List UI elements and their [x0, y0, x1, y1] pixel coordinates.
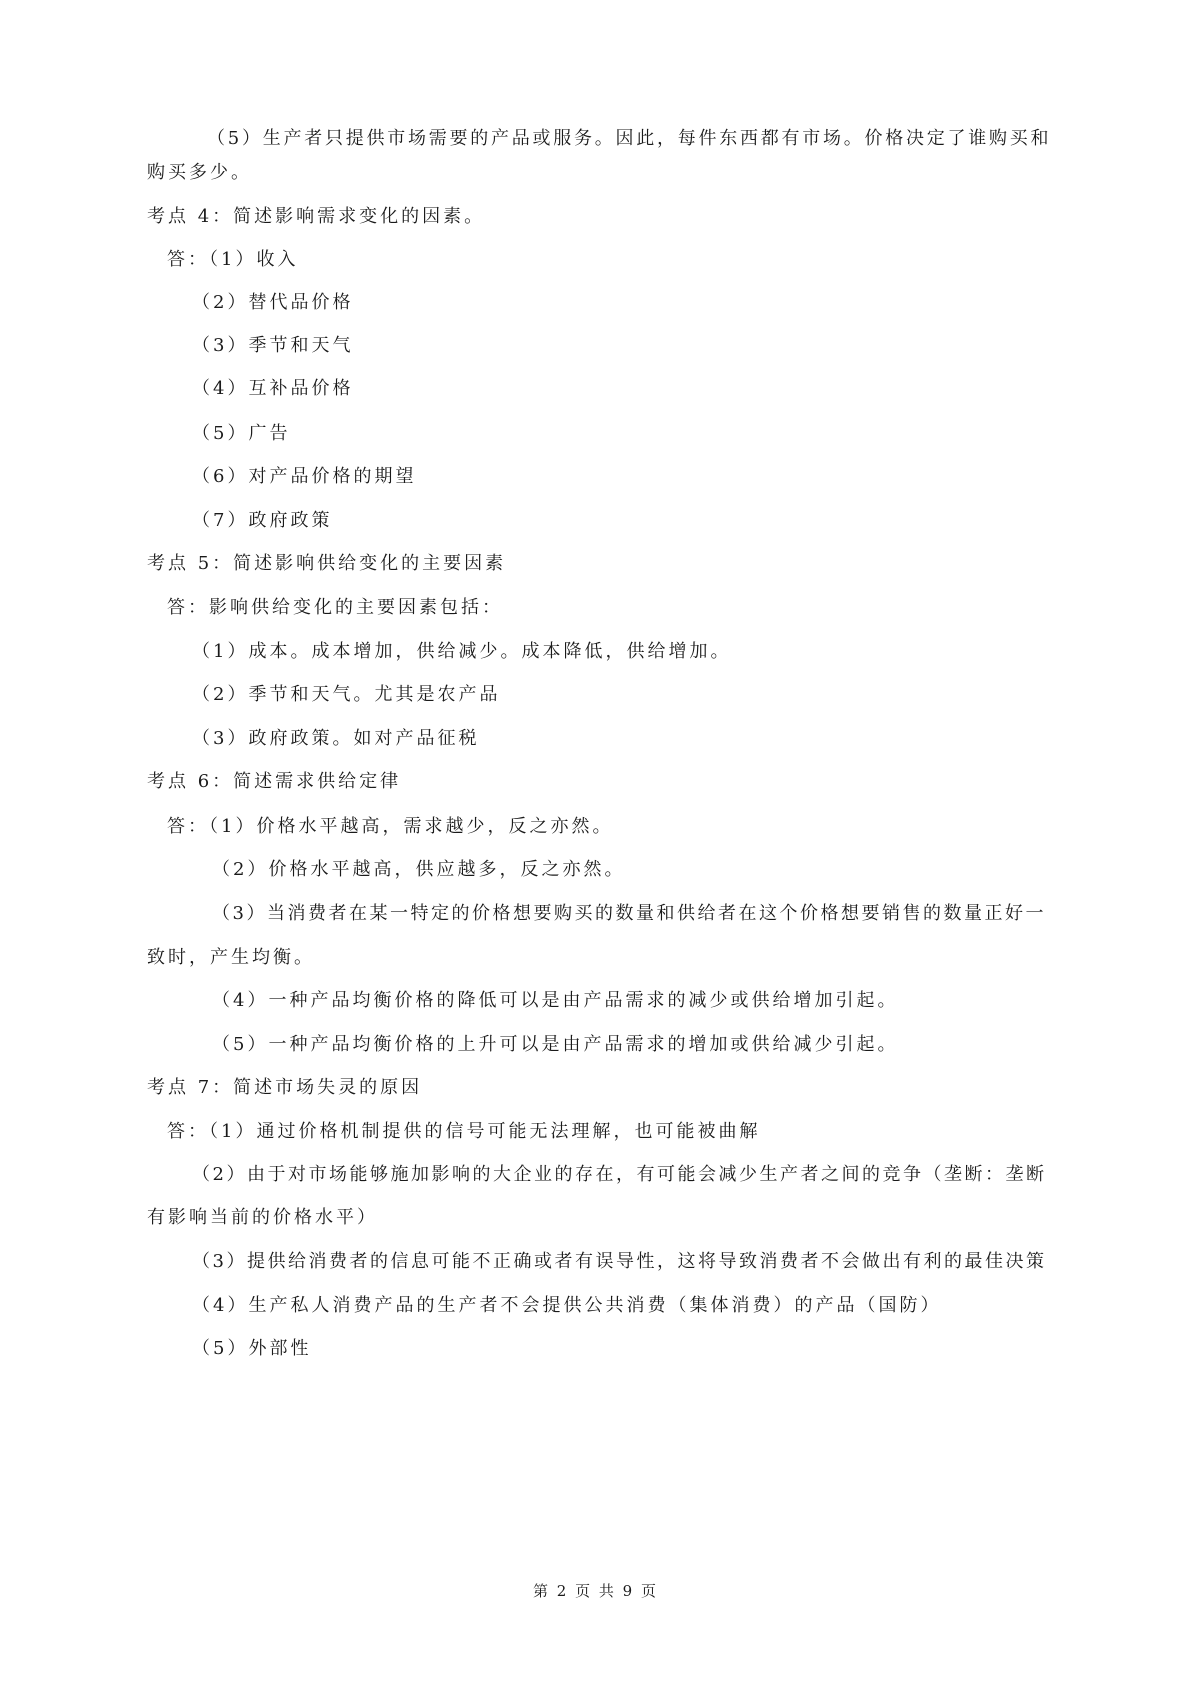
answer-line: 答：（1）收入	[167, 249, 299, 270]
list-item: （7）政府政策	[192, 510, 333, 531]
list-item: （4）一种产品均衡价格的降低可以是由产品需求的减少或供给增加引起。	[212, 990, 899, 1011]
text-line: （5）生产者只提供市场需要的产品或服务。因此，每件东西都有市场。价格决定了谁购买和	[207, 128, 1052, 149]
list-item: （2）替代品价格	[192, 292, 354, 313]
text-line: 有影响当前的价格水平）	[147, 1207, 378, 1228]
list-item: （3）当消费者在某一特定的价格想要购买的数量和供给者在这个价格想要销售的数量正好一	[212, 903, 1046, 924]
text-line: 致时，产生均衡。	[147, 947, 315, 968]
list-item: （3）提供给消费者的信息可能不正确或者有误导性，这将导致消费者不会做出有利的最佳决策	[192, 1251, 1047, 1272]
list-item: （4）生产私人消费产品的生产者不会提供公共消费（集体消费）的产品（国防）	[192, 1295, 942, 1316]
answer-line: 答：影响供给变化的主要因素包括：	[167, 597, 503, 618]
list-item: （5）外部性	[192, 1338, 312, 1359]
section-heading: 考点 4：简述影响需求变化的因素。	[147, 206, 486, 227]
answer-line: 答：（1）价格水平越高，需求越少，反之亦然。	[167, 816, 614, 837]
list-item: （4）互补品价格	[192, 378, 354, 399]
section-heading: 考点 7：简述市场失灵的原因	[147, 1077, 423, 1098]
list-item: （2）由于对市场能够施加影响的大企业的存在，有可能会减少生产者之间的竞争（垄断：垄断	[192, 1164, 1047, 1185]
page-footer: 第 2 页 共 9 页	[533, 1582, 658, 1600]
list-item: （5）一种产品均衡价格的上升可以是由产品需求的增加或供给减少引起。	[212, 1034, 899, 1055]
list-item: （3）季节和天气	[192, 335, 354, 356]
text-line: 购买多少。	[147, 162, 252, 183]
list-item: （2）价格水平越高，供应越多，反之亦然。	[212, 859, 626, 880]
section-heading: 考点 6：简述需求供给定律	[147, 771, 402, 792]
answer-line: 答：（1）通过价格机制提供的信号可能无法理解，也可能被曲解	[167, 1121, 761, 1142]
list-item: （5）广告	[192, 423, 291, 444]
list-item: （6）对产品价格的期望	[192, 466, 417, 487]
section-heading: 考点 5：简述影响供给变化的主要因素	[147, 553, 507, 574]
list-item: （3）政府政策。如对产品征税	[192, 728, 480, 749]
list-item: （2）季节和天气。尤其是农产品	[192, 684, 501, 705]
list-item: （1）成本。成本增加，供给减少。成本降低，供给增加。	[192, 641, 732, 662]
